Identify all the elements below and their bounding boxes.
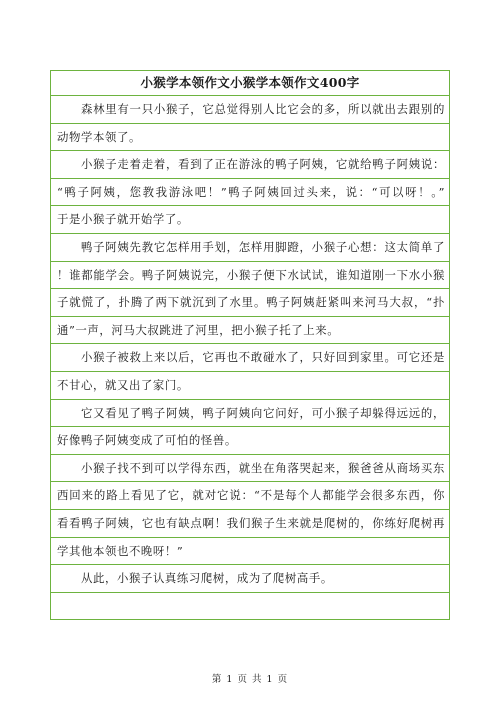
text-line: 学其他本领也不晚呀！”: [51, 538, 449, 566]
text-line: 小猴子找不到可以学得东西，就坐在角落哭起来，猴爸爸从商场买东: [51, 455, 449, 483]
text-line: 小猴子走着走着，看到了正在游泳的鸭子阿姨，它就给鸭子阿姨说：: [51, 151, 449, 179]
page-number-footer: 第 1 页 共 1 页: [211, 674, 289, 685]
text-line: 西回来的路上看见了它，就对它说：“不是每个人都能学会很多东西，你: [51, 482, 449, 510]
paragraph: [51, 565, 449, 593]
text-line: 通”一声，河马大叔跳进了河里，把小猴子托了上来。: [51, 317, 449, 345]
paragraph: [51, 455, 449, 565]
text-line: 从此，小猴子认真练习爬树，成为了爬树高手。: [51, 565, 449, 593]
text-line: 于是小猴子就开始学了。: [51, 206, 449, 234]
text-line: 不甘心，就又出了家门。: [51, 372, 449, 400]
essay-body: [51, 96, 449, 593]
text-line: 看看鸭子阿姨，它也有缺点啊！我们猴子生来就是爬树的，你练好爬树再: [51, 510, 449, 538]
text-line: 它又看见了鸭子阿姨，鸭子阿姨向它问好，可小猴子却躲得远远的，: [51, 400, 449, 428]
text-line: 好像鸭子阿姨变成了可怕的怪兽。: [51, 427, 449, 455]
paragraph: [51, 234, 449, 344]
text-line: 小猴子被救上来以后，它再也不敢碰水了，只好回到家里。可它还是: [51, 344, 449, 372]
paragraph: [51, 151, 449, 234]
text-line: 鸭子阿姨先教它怎样用手划，怎样用脚蹬，小猴子心想：这太简单了: [51, 234, 449, 262]
paragraph: [51, 96, 449, 151]
text-line: 子就慌了，扑腾了两下就沉到了水里。鸭子阿姨赶紧叫来河马大叔，“扑: [51, 289, 449, 317]
text-line: 动物学本领了。: [51, 124, 449, 152]
essay-sheet: [50, 70, 450, 620]
paragraph: [51, 400, 449, 455]
paragraph: [51, 344, 449, 399]
text-line: 森林里有一只小猴子，它总觉得别人比它会的多，所以就出去跟别的: [51, 96, 449, 124]
text-line: “鸭子阿姨，您教我游泳吧！”鸭子阿姨回过头来，说：“可以呀！。”: [51, 179, 449, 207]
blank-ruled-line: [51, 593, 449, 620]
text-line: ！谁都能学会。鸭子阿姨说完，小猴子便下水试试，谁知道刚一下水小猴: [51, 262, 449, 290]
essay-title: 小猴学本领作文小猴学本领作文400字: [51, 71, 449, 96]
